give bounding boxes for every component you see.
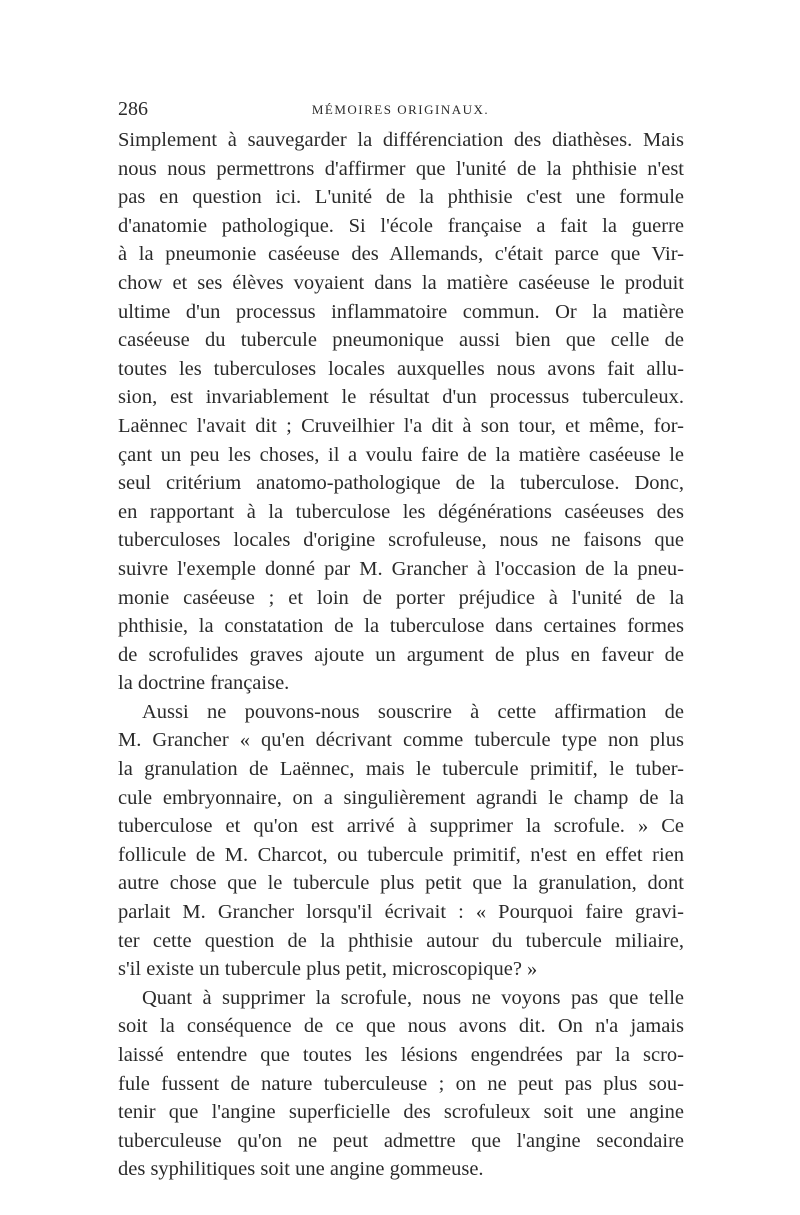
text-line: de scrofulides graves ajoute un argument de plus en faveur de: [118, 643, 684, 666]
text-line: Simplement à sauvegarder la différenciation des diathèses. Mais: [118, 129, 684, 151]
text-line: la doctrine française.: [118, 672, 290, 695]
running-title: MÉMOIRES ORIGINAUX.: [311, 102, 490, 117]
page-header: [118, 98, 683, 124]
body-text: [118, 126, 684, 1184]
text-line: çant un peu les choses, il a voulu faire de la matière caséeuse le: [118, 443, 684, 466]
text-line: fule fussent de nature tuberculeuse ; on ne peut pas plus sou-: [118, 1072, 684, 1095]
text-line: ter cette question de la phthisie autour du tubercule miliaire,: [118, 929, 684, 952]
text-line: d'anatomie pathologique. Si l'école française a fait la guerre: [118, 214, 684, 237]
text-line: caséeuse du tubercule pneumonique aussi bien que celle de: [118, 329, 684, 352]
text-line: pas en question ici. L'unité de la phthisie c'est une formule: [118, 186, 684, 209]
text-line: à la pneumonie caséeuse des Allemands, c'était parce que Vir-: [118, 243, 684, 266]
text-line: tuberculoses locales d'origine scrofuleuse, nous ne faisons que: [118, 529, 684, 552]
text-line: laissé entendre que toutes les lésions engendrées par la scro-: [118, 1044, 684, 1066]
text-line: tuberculeuse qu'on ne peut admettre que l'angine secondaire: [118, 1129, 684, 1152]
text-line: phthisie, la constatation de la tuberculose dans certaines formes: [118, 615, 684, 638]
text-line: soit la conséquence de ce que nous avons dit. On n'a jamais: [118, 1015, 684, 1038]
text-line: des syphilitiques soit une angine gommeuse.: [118, 1158, 484, 1181]
text-line: Laënnec l'avait dit ; Cruveilhier l'a dit à son tour, et même, for-: [118, 414, 684, 437]
text-line: sion, est invariablement le résultat d'un processus tuberculeux.: [118, 386, 684, 409]
text-line: s'il existe un tubercule plus petit, microscopique? »: [118, 958, 538, 981]
text-line: en rapportant à la tuberculose les dégénérations caséeuses des: [118, 500, 684, 523]
text-line: tenir que l'angine superficielle des scrofuleux soit une angine: [118, 1101, 684, 1124]
text-line: Quant à supprimer la scrofule, nous ne voyons pas que telle: [142, 986, 684, 1009]
text-line: nous nous permettrons d'affirmer que l'unité de la phthisie n'est: [118, 157, 684, 180]
text-line: M. Grancher « qu'en décrivant comme tubercule type non plus: [118, 729, 684, 752]
text-line: tuberculose et qu'on est arrivé à supprimer la scrofule. » Ce: [118, 815, 684, 838]
text-line: ultime d'un processus inflammatoire commun. Or la matière: [118, 300, 684, 323]
text-line: cule embryonnaire, on a singulièrement agrandi le champ de la: [118, 786, 684, 809]
text-line: suivre l'exemple donné par M. Grancher à l'occasion de la pneu-: [118, 557, 684, 580]
text-line: Aussi ne pouvons-nous souscrire à cette affirmation de: [142, 700, 684, 723]
text-line: chow et ses élèves voyaient dans la matière caséeuse le produit: [118, 271, 684, 294]
text-line: seul critérium anatomo-pathologique de la tuberculose. Donc,: [118, 472, 684, 495]
text-line: monie caséeuse ; et loin de porter préjudice à l'unité de la: [118, 586, 684, 609]
page-number: 286: [118, 98, 148, 120]
text-line: parlait M. Grancher lorsqu'il écrivait : « Pourquoi faire gravi-: [118, 901, 684, 924]
text-line: follicule de M. Charcot, ou tubercule primitif, n'est en effet rien: [118, 843, 684, 866]
text-line: toutes les tuberculoses locales auxquelles nous avons fait allu-: [118, 357, 684, 380]
text-line: autre chose que le tubercule plus petit que la granulation, dont: [118, 872, 684, 895]
text-line: la granulation de Laënnec, mais le tubercule primitif, le tuber-: [118, 758, 684, 781]
